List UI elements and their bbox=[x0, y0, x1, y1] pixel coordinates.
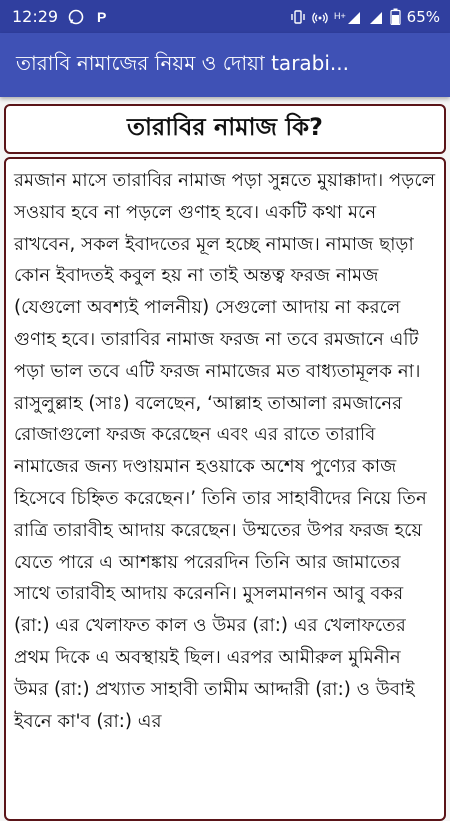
signal-icon bbox=[368, 9, 384, 25]
svg-text:H+: H+ bbox=[333, 10, 346, 21]
signal-hplus-icon bbox=[334, 9, 362, 25]
app-title: তারাবি নামাজের নিয়ম ও দোয়া tarabi... bbox=[16, 50, 349, 75]
status-bar bbox=[0, 0, 450, 33]
heading-box bbox=[4, 104, 446, 154]
content-box[interactable] bbox=[4, 157, 446, 821]
app-bar bbox=[0, 33, 450, 97]
whatsapp-icon bbox=[68, 9, 84, 25]
article-body: রমজান মাসে তারাবির নামাজ পড়া সুন্নতে মুয়াক্কাদা। পড়লে সওয়াব হবে না পড়লে গুণাহ হবে। একটি কথা মনে রাখবেন, সকল ইবাদতের মূল হচ্ছে নামাজ। নামাজ ছাড়া কোন ইবাদতই কবুল হয় না তাই অন্তত্ব ফরজ নামজ (যেগুলো অবশ্যই পালনীয়) সেগুলো আদায় না করলে গুণাহ হবে। তারাবির নামাজ ফরজ না তবে রমজানে এটি পড়া ভাল তবে এটি ফরজ নামাজের মত বাধ্যতামূলক না। রাসুলুল্লাহ (সাঃ) বলেছেন, ‘আল্লাহ তাআলা রমজানের রোজাগুলো ফরজ করেছেন এবং এর রাতে তারাবি নামাজের জন্য দণ্ডায়মান হওয়াকে অশেষ পুণ্যের কাজ হিসেবে চিহ্নিত করেছেন।’ তিনি তার সাহাবীদের নিয়ে তিন রাত্রি তারাবীহ আদায় করেছেন। উম্মতের উপর ফরজ হয়ে যেতে পারে এ আশঙ্কায় পরেরদিন তিনি আর জামাতের সাথে তারাবীহ আদায় করেননি। মুসলমানগন আবু বকর (রা:) এর খেলাফত কাল ও উমর (রা:) এর খেলাফতের প্রথম দিকে এ অবস্থায়ই ছিল। এরপর আমীরুল মুমিনীন উমর (রা:) প্রখ্যাত সাহাবী তামীম আদ্দারী (রা:) ও উবাই ইবনে কা'ব (রা:) এর bbox=[14, 170, 436, 732]
vibrate-icon bbox=[290, 9, 306, 25]
page-heading: তারাবির নামাজ কি? bbox=[127, 113, 323, 141]
svg-text:P: P bbox=[97, 8, 107, 25]
status-time: 12:29 bbox=[12, 7, 59, 26]
hotspot-icon bbox=[312, 9, 328, 25]
pinterest-icon bbox=[94, 9, 110, 25]
battery-percent: 65% bbox=[406, 7, 440, 26]
battery-icon bbox=[390, 8, 401, 25]
